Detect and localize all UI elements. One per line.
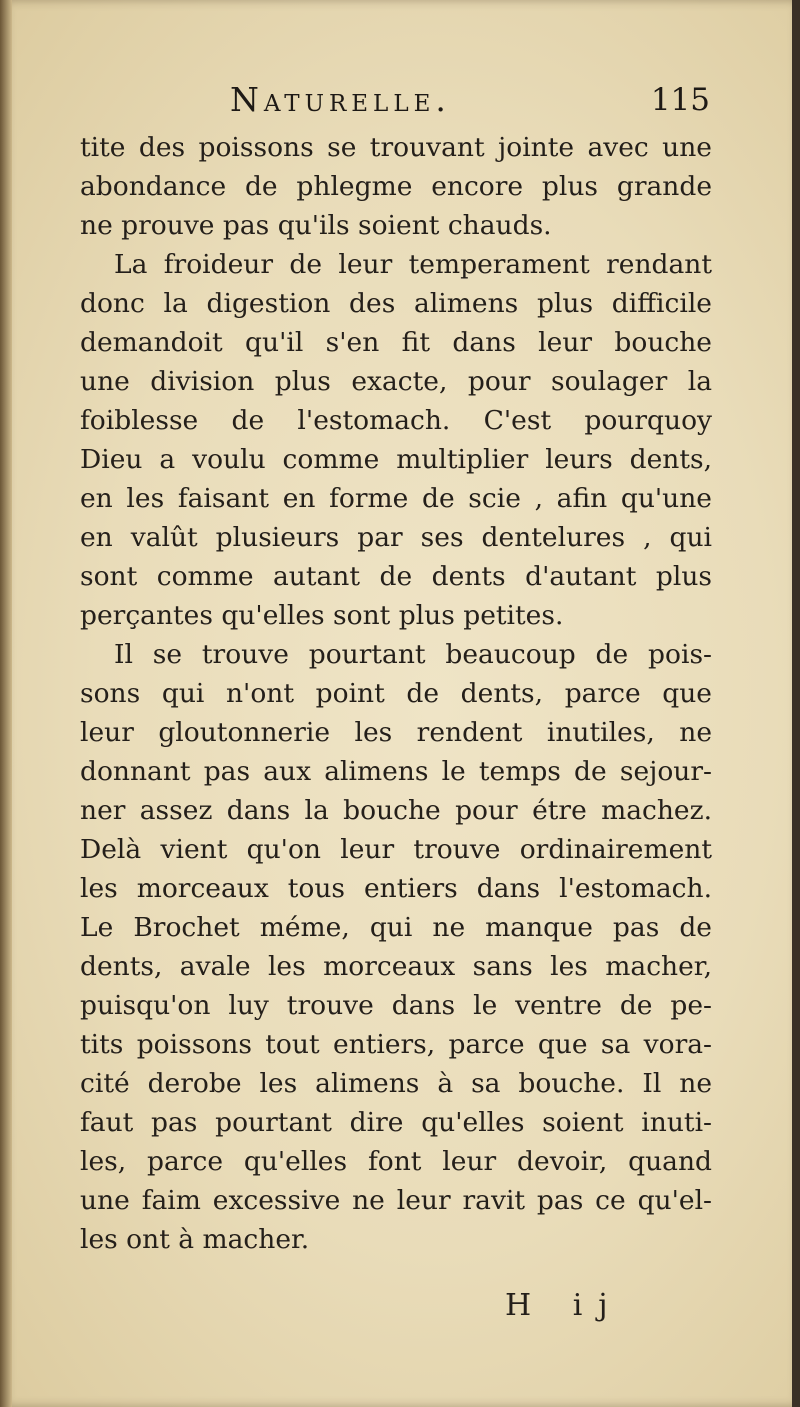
body-text xyxy=(80,128,712,1259)
paragraph-start-line: La froideur de leur temperament rendant xyxy=(114,249,712,280)
text-line: donnant pas aux alimens le temps de sejour- xyxy=(80,756,712,787)
text-line: en valût plusieurs par ses dentelures , qui xyxy=(80,522,712,553)
text-line: Le Brochet méme, qui ne manque pas de xyxy=(80,912,712,943)
text-line: dents, avale les morceaux sans les macher, xyxy=(80,951,712,982)
text-line: puisqu'on luy trouve dans le ventre de pe- xyxy=(80,990,712,1021)
text-line: ne prouve pas qu'ils soient chauds. xyxy=(80,210,552,241)
text-line: une division plus exacte, pour soulager la xyxy=(80,366,712,397)
page-header xyxy=(230,80,710,126)
text-line: perçantes qu'elles sont plus petites. xyxy=(80,600,564,631)
text-line: leur gloutonnerie les rendent inutiles, ne xyxy=(80,717,712,748)
page-number: 115 xyxy=(650,82,710,118)
signature-mark: H ij xyxy=(505,1288,624,1323)
text-line: tits poissons tout entiers, parce que sa vora- xyxy=(80,1029,712,1060)
text-line: sons qui n'ont point de dents, parce que xyxy=(80,678,712,709)
text-line: Delà vient qu'on leur trouve ordinairement xyxy=(80,834,712,865)
text-line: les ont à macher. xyxy=(80,1224,310,1255)
text-line: cité derobe les alimens à sa bouche. Il ne xyxy=(80,1068,712,1099)
text-line: les, parce qu'elles font leur devoir, quand xyxy=(80,1146,712,1177)
text-line: abondance de phlegme encore plus grande xyxy=(80,171,712,202)
paragraph-start-line: Il se trouve pourtant beaucoup de pois- xyxy=(114,639,712,670)
text-line: donc la digestion des alimens plus difficile xyxy=(80,288,712,319)
text-line: ner assez dans la bouche pour étre machez. xyxy=(80,795,712,826)
text-line: Dieu a voulu comme multiplier leurs dents, xyxy=(80,444,712,475)
text-line: une faim excessive ne leur ravit pas ce qu'el- xyxy=(80,1185,712,1216)
running-head: Naturelle. xyxy=(230,80,451,119)
text-line: foiblesse de l'estomach. C'est pourquoy xyxy=(80,405,712,436)
text-line: sont comme autant de dents d'autant plus xyxy=(80,561,712,592)
page-gutter xyxy=(0,0,12,1407)
text-line: demandoit qu'il s'en fit dans leur bouche xyxy=(80,327,712,358)
text-line: en les faisant en forme de scie , afin qu'une xyxy=(80,483,712,514)
text-line: tite des poissons se trouvant jointe avec une xyxy=(80,132,712,163)
text-line: faut pas pourtant dire qu'elles soient inuti- xyxy=(80,1107,712,1138)
text-line: les morceaux tous entiers dans l'estomach. xyxy=(80,873,712,904)
